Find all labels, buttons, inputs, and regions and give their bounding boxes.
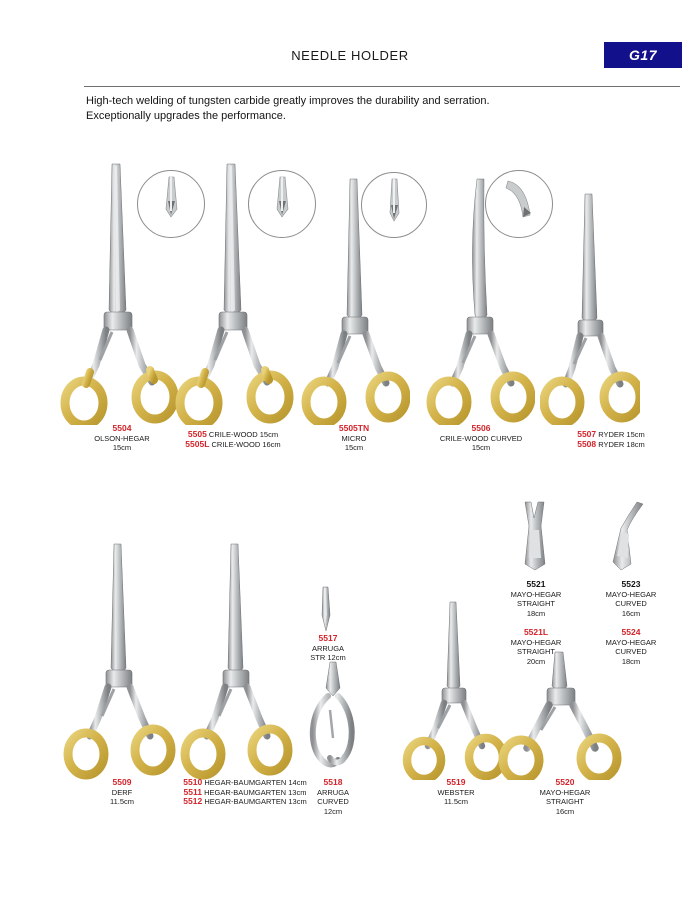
- product-name: MAYO-HEGAR: [539, 787, 591, 797]
- product-label-5504: [72, 424, 172, 453]
- intro-line-1: High-tech welding of tungsten carbide greatly improves the durability and serration.: [86, 95, 490, 107]
- intro-text: [86, 94, 646, 124]
- product-name: MICRO: [341, 433, 367, 443]
- product-name: MAYO-HEGAR: [510, 589, 562, 599]
- product-code-alt: 5511: [183, 786, 202, 797]
- product-name: CRILE-WOOD 15cm: [208, 430, 279, 439]
- product-label-5505TN: [306, 424, 402, 453]
- product-label-5521: [490, 580, 582, 618]
- product-code: 5510: [183, 777, 203, 787]
- product-size: 11.5cm: [109, 797, 135, 806]
- product-code: 5505TN: [338, 423, 370, 433]
- product-label-5524: [585, 628, 677, 666]
- instrument-image-5509: [58, 540, 178, 780]
- product-code: 5509: [112, 777, 132, 787]
- product-size: 20cm: [526, 656, 546, 666]
- product-size: 16cm: [621, 608, 641, 618]
- product-code: 5505: [187, 429, 207, 439]
- page-header: [0, 44, 700, 70]
- product-code: 5523: [621, 579, 641, 589]
- product-size: 12cm: [323, 806, 343, 816]
- product-label-5523: [585, 580, 677, 618]
- product-code: 5521: [526, 579, 546, 589]
- product-label-5519: [408, 778, 504, 807]
- product-label-5509: [72, 778, 172, 807]
- product-name-alt: RYDER 18cm: [598, 439, 645, 449]
- product-name-2: STRAIGHT: [517, 647, 555, 656]
- product-name: CRILE-WOOD CURVED: [439, 433, 523, 443]
- product-name-alt2: HEGAR-BAUMGARTEN 13cm: [204, 797, 307, 806]
- product-name: DERF: [111, 787, 133, 797]
- product-label-5520: [512, 778, 618, 816]
- product-code: 5524: [621, 627, 641, 637]
- product-label-5505: [173, 430, 293, 449]
- instrument-image-5519: [400, 600, 510, 780]
- product-name: ARRUGA: [316, 787, 350, 797]
- product-size: 15cm: [344, 443, 364, 452]
- product-size: 18cm: [526, 608, 546, 618]
- product-name: ARRUGA: [311, 643, 345, 653]
- product-label-5521L: [490, 628, 582, 666]
- product-code: 5504: [112, 423, 132, 433]
- header-divider: [84, 86, 680, 87]
- product-name: MAYO-HEGAR: [510, 637, 562, 647]
- product-label-5507: [556, 430, 666, 449]
- product-code-alt: 5508: [577, 438, 597, 449]
- product-size: 18cm: [621, 656, 641, 666]
- product-label-5518: [288, 778, 378, 816]
- product-name: MAYO-HEGAR: [605, 637, 657, 647]
- instrument-image-5520: [495, 650, 625, 780]
- product-code-alt: 5505L: [185, 438, 210, 449]
- product-name-2: STRAIGHT: [517, 599, 555, 608]
- product-code: 5520: [555, 777, 575, 787]
- product-size: 15cm: [471, 443, 491, 452]
- instrument-image-5518: [300, 660, 366, 775]
- product-label-5517: [283, 634, 373, 663]
- product-name-alt: CRILE-WOOD 16cm: [211, 439, 281, 449]
- instrument-image-5510: [175, 540, 295, 780]
- product-code: 5521L: [523, 627, 549, 637]
- detail-callout-5505TN: [361, 172, 427, 238]
- product-code: 5517: [318, 633, 338, 643]
- product-name-2: CURVED: [615, 599, 647, 608]
- product-name: HEGAR-BAUMGARTEN 14cm: [204, 778, 307, 787]
- product-size: STR 12cm: [310, 653, 346, 662]
- product-name-2: CURVED: [317, 797, 349, 806]
- instrument-image-5507: [540, 190, 640, 425]
- product-name-2: STRAIGHT: [546, 797, 584, 806]
- intro-line-2: Exceptionally upgrades the performance.: [86, 110, 286, 122]
- product-size: 15cm: [112, 443, 132, 452]
- product-code: 5507: [577, 429, 597, 439]
- product-name: RYDER 15cm: [598, 430, 645, 439]
- product-name-2: CURVED: [615, 647, 647, 656]
- product-code: 5519: [446, 777, 466, 787]
- instrument-image-5521: [505, 500, 565, 572]
- product-label-5506: [418, 424, 544, 453]
- product-code: 5506: [471, 423, 491, 433]
- product-size: 16cm: [555, 806, 575, 816]
- product-name-alt: HEGAR-BAUMGARTEN 13cm: [204, 787, 307, 797]
- product-code-alt2: 5512: [183, 796, 203, 806]
- product-name: OLSON-HEGAR: [94, 433, 150, 443]
- product-code: 5518: [323, 777, 343, 787]
- product-name: WEBSTER: [437, 787, 475, 797]
- instrument-image-5523: [595, 500, 657, 572]
- page-title: NEEDLE HOLDER: [291, 48, 409, 63]
- page-tag: G17: [604, 42, 682, 68]
- product-name: MAYO-HEGAR: [605, 589, 657, 599]
- product-size: 11.5cm: [443, 797, 469, 806]
